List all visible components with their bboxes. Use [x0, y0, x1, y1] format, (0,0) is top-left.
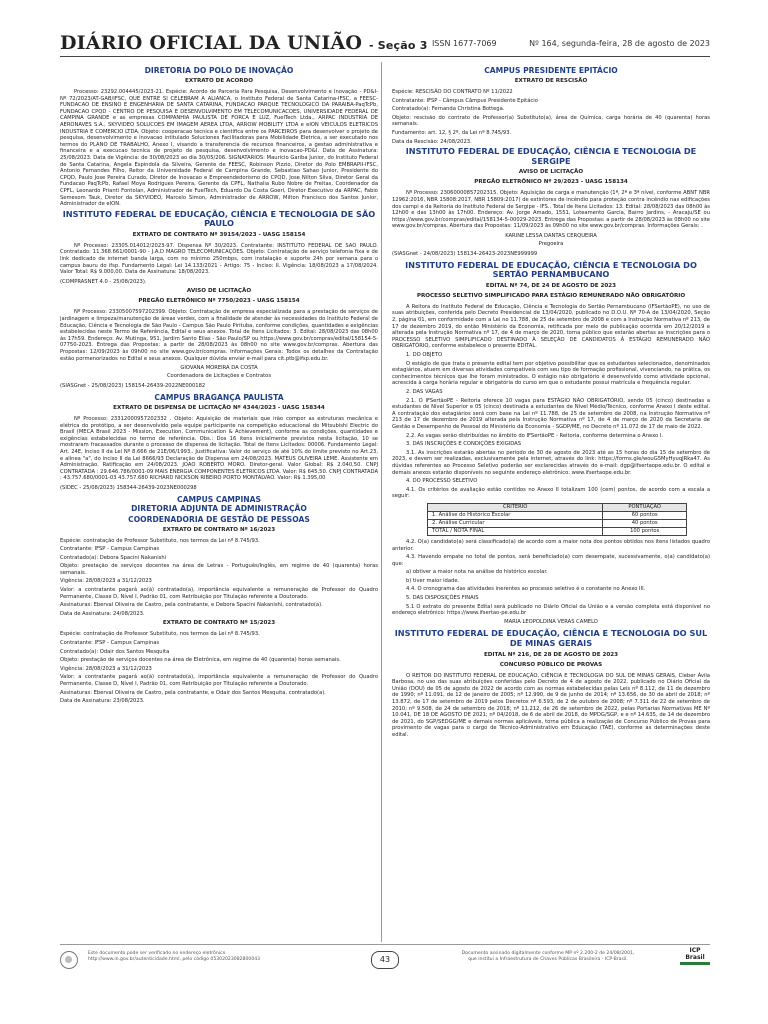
edital-74-title: EDITAL Nº 74, DE 24 DE AGOSTO DE 2023	[485, 282, 617, 289]
criteria-table	[427, 503, 687, 536]
line: Contratado(a): Debora Spacini Nakanishi	[60, 554, 167, 561]
pregao-7750-ref: (SIASGnet - 25/08/2023) 158154-26439-2022NE000182	[60, 383, 206, 390]
unit-sertao: INSTITUTO FEDERAL DE EDUCAÇÃO, CIÊNCIA E TECNOLOGIA DO SERTÃO PERNAMBUCANO	[405, 259, 697, 280]
page-number: 43	[371, 951, 399, 969]
journal-title	[60, 32, 428, 54]
subtitle-contrato-15: EXTRATO DE CONTRATO Nº 15/2023	[162, 620, 276, 627]
section-5: 5. DAS DISPOSIÇÕES FINAIS	[406, 595, 479, 602]
line: Data da Rescisão: 24/08/2023.	[392, 138, 472, 145]
coat-of-arms-icon	[60, 951, 78, 969]
table-header-row	[428, 503, 687, 511]
section-4-4: 4.4. O cronograma das atividades inerentes ao processo seletivo é o constante no Anexo III.	[406, 586, 646, 593]
line: Objeto: prestação de serviços docentes na área de Letras - Português/Inglês, em regime de 40 (quarenta) horas semanais.	[60, 563, 378, 576]
line: Espécie: contratação de Professor Substituto, nos termos da Lei nº 8.745/93.	[60, 631, 260, 638]
footer-line: Este documento pode ser verificado no endereço eletrônico	[88, 951, 226, 956]
contrato-16-lines	[60, 538, 378, 618]
edition: Nº 164, segunda-feira, 28 de agosto de 2023	[529, 39, 710, 48]
signer-role: Coordenadora de Licitações e Contratos	[166, 372, 272, 379]
issn: ISSN 1677-7069	[431, 39, 497, 48]
icp-label-2: Brasil	[685, 954, 705, 961]
edital-74-intro: A Reitora do Instituto Federal de Educação, Ciência e Tecnologia do Sertão Pernambucano (IFSertãoPE), no uso de suas atribuições, conferida pelo Decreto Presidencial de 13/04/2020, publicado no D.O.U. Nº 70-A de 13/04/2020, Seção 2, página 01, em conformidade com a Lei no 11.788, de 25 de setembro de 2008 e com a Instrução Normativa nº 213, de 17 de dezembro 2019, do então Ministério da Economia, retificada por meio de publicação ocorrida em 20/12/2019 e alterada pela Instrução Normativa nº 17, de 4 de março de 2020, torna público que estarão abertas as inscrições para o PROCESSO SELETIVO SIMPLIFICADO DESTINADO À SELEÇÃO DE CANDIDATOS À ESTÁGIO REMUNERADO NÃO OBRIGATÓRIO, conforme estabelece o presente EDITAL.	[392, 303, 710, 350]
footer-link[interactable]: http://www.in.gov.br/autenticidade.html, pelo código 05302023082800043	[88, 957, 261, 962]
table-cell: 1. Análise do Histórico Escolar	[428, 511, 603, 519]
subtitle-contrato-39154: EXTRATO DE CONTRATO Nº 39154/2023 - UASG 158154	[132, 231, 306, 238]
line: Contratado(a): Odair dos Santos Mesquita	[60, 648, 170, 655]
subtitle-extrato-acordo: EXTRATO DE ACORDO	[185, 78, 253, 84]
footer-signature-note	[428, 951, 668, 963]
section-4-3-a: a) obtiver a maior nota na análise do histórico escolar.	[406, 569, 548, 576]
column-divider	[381, 62, 382, 942]
signer-name: KARINE LESSA DANTAS CERQUEIRA	[505, 232, 597, 239]
acordo-body: Processo: 23292.004445/2023-21. Espécie: Acordo de Parceria Para Pesquisa, Desenvolvimento e Inovação - PD&I-Nº 72/2023/AT-GAB/IFSC, QUE ENTRE SI CELEBRAM A ALIANCA, o Instituto Federal de Santa Catarina-IFSC, a FEESC-FUNDACAO DE ENSINO E ENGENHARIA DE SANTA CATARINA, FUNDACAO PARQUE TECNOLOGICO DA PARAIBA-PaqTcPb, FUNDACAO CPQD - CENTRO DE PESQUISA E DESENVOLVIMENTO EM TELECOMUNICACOES, UNIVERSIDADE FEDERAL DE CAMPINA GRANDE e as empresas COMPANHIA PAULISTA DE FORCA E LUZ, FuelTech Ltda., ARPAC INDUSTRIA DE AERONAVES S.A., SKYVIDEO SOLUCOES EM IMAGEM AEREA LTDA, ARROW MOBILITY LTDA e eION VEICULOS ELETRICOS INDUSTRIA E COMERCIO LTDA. Objeto: cooperacao tecnica e cientifica entre os PARCEIROS para desenvolver o projeto de pesquisa, desenvolvimento e inovacao intitulado Soluciones Facilitadoras para Mobilidade Eletrica, a ser executado nos termos do PLANO DE TRABALHO, Anexo I, visando a transferencia de recursos financeiros, a gestao administrativa e financeira e a execucao tecnica de projeto de pesquisa, desenvolvimento e inovacao-PD&I. Data de Assinatura: 25/08/2023. Data de Vigência: de 30/08/2023 ao dia 30/05/206. SIGNATARIOS: Mauricio Gariba Junior, do Instituto Federal de Santa Catarina, Angela Espindola da Silveira, Gerente de FEESC, Robinson Pizzio, Diretor do Polo EMBRAPII-IFSC, Antonio Fernandes Filho, Reitor da Universidade Federal de Campina Grande, Sebastiao Sahao Junior, Presidente do CPQD, Paulo Jose Pereira Curado, Diretor de Inovacao e Empreendedorismo do CPQD, Jose Nilton Silva, Diretor Geral da Fundacao PaqTcPb, Rafael Moya Rodrigues Pereira, Gerente da CPFL, Nathalia Rubo Nobre de Freitas, Coordenador da CPFL, Leonardo Prianti Fontolan, Administrador de FuelTech, Eduardo Da Costa Goeri, Diretor Executivo da ARPAC, Fabio Semesom Tauk, Diretor da SKYVIDEO, Marcelo Simon, Administrador de ARROW, Milton Francisco dos Santos Junior, Administrador de eION.	[60, 89, 378, 208]
line: Contratado(a): Fernanda Christina Bottega.	[392, 106, 505, 113]
subtitle-aviso: AVISO DE LICITAÇÃO	[518, 169, 584, 176]
footer-line: que institui a Infraestrutura de Chaves Públicas Brasileira - ICP-Brasil.	[468, 957, 628, 962]
line: Espécie: RESCISÃO DO CONTRATO Nº 11/2022	[392, 89, 513, 95]
line: Contratante: IFSP - Campus Campinas	[60, 640, 160, 647]
dispensa-body: Nº Processo: 23312000957202332 . Objeto: Aquisição de materiais que irão compor as estruturas mecânica e elétrica do protótipo, a ser desenvolvido pela equipe participante na competição educacional do Mitsubishi Electric do Brasil (MECA Brasil 2023 - Mission, Execution, Communication & Achievement), conforme as condições, quantidades e exigências estabelecidas no termo de referência. Obs.: Dos 16 itens inicialmente previstos nesta licitação, 10 se mostraram fracassados durante o processo de dispensa de licitação. Total de Itens Licitados: 00006. Fundamento Legal: Art. 24E, Inciso II da Lei Nº 8.666 de 21E/06/1993.. Justificativa: Valor do serviço de até 10% do limite previsto no Art.23, e alínea "a", do inciso II da Lei 8666/93 Declaração de Dispensa em 24/08/2023. MATEUS OLIVEIRA LEME. Assistente em Administração. Ratificação em 24/08/2023. JOAO ROBERTO MORO. Diretor-geral. Valor Global: R$ 2.040,50. CNPJ CONTRATADA : 29.646.786/0001-09 MAIS ENERGIA COMPONENTES ELETRICOS LTDA. Valor: R$ 645,50. CNPJ CONTRATADA : 43.757.680/0001-03 43.757.680 RICHARD NICKSON RIBEIRO PORTO MONTALVAO. Valor: R$ 1.395,00	[60, 415, 378, 482]
section-4-3-b: b) tiver maior idade.	[406, 577, 460, 584]
signer-name: GIOVANA MOREIRA DA COSTA	[180, 365, 258, 372]
section-1-1: O estágio de que trata o presente edital tem por objetivo possibilitar que os estudantes selecionados, denominados estagiários, atuem em diversas atividades compatíveis com seu tipo de formação profissional, vivenciando, na prática, os conhecimentos técnicos que lhe foram ministrados. O estágio não obrigatório é desenvolvido como atividade opcional, acrescida à carga horária regular e obrigatória do curso em que o estudante possui matrícula e frequência regular.	[392, 360, 710, 387]
edital-74-subtitle: PROCESSO SELETIVO SIMPLIFICADO PARA ESTÁGIO REMUNERADO NÃO OBRIGATÓRIO	[416, 292, 686, 299]
unit-epitacio: CAMPUS PRESIDENTE EPITÁCIO	[484, 66, 618, 75]
table-row	[428, 511, 687, 519]
section-3: 3. DAS INSCRIÇÕES E CONDIÇÕES EXIGIDAS	[406, 441, 521, 448]
left-column	[60, 64, 378, 944]
section-3-1: 3.1. As inscrições estarão abertas no período de 30 de agosto de 2023 até as 15 horas do dia 15 de setembro de 2023, e devem ser realizadas, exclusivamente pela internet, através do link: https://forms.gle/wouG5MyHyuqJRka47. As dúvidas referentes ao Processo Seletivo poderão ser esclarecidas através do e-mail: dgp@ifsertaope.edu.br. O edital e demais anexos estarão disponíveis no seguinte endereço eletrônico: www.ifsertaope.edu.br.	[392, 449, 710, 476]
contrato-15-lines	[60, 631, 378, 704]
line: Vigência: 28/08/2023 a 31/12/2023	[60, 665, 152, 672]
footer-verification	[88, 951, 318, 963]
edital-216-title: EDITAL Nº 216, DE 28 DE AGOSTO DE 2023	[483, 651, 619, 658]
unit-braganca: CAMPUS BRAGANÇA PAULISTA	[154, 392, 284, 402]
section-4-3: 4.3. Havendo empate no total de pontos, será beneficiado(a) com desempate, sucessivamente, o(a) candidato(a) que:	[392, 554, 710, 567]
table-row	[428, 519, 687, 527]
subtitle-contrato-16: EXTRATO DE CONTRATO Nº 16/2023	[162, 526, 276, 533]
section-2-2: 2.2. As vagas serão distribuídas no âmbito do IFSertãoPE - Reitoria, conforme determina o Anexo I.	[406, 432, 664, 439]
unit-campinas-pessoas: COORDENADORIA DE GESTÃO DE PESSOAS	[128, 514, 310, 524]
section-4: 4. DO PROCESSO SELETIVO	[406, 478, 478, 485]
table-cell: 2. Análise Curricular	[428, 519, 603, 527]
table-cell: TOTAL / NOTA FINAL	[428, 527, 603, 535]
line: Valor: a contratante pagará ao(à) contratado(a), importância equivalente a remuneração de Professor do Quadro Permanente, Classe D, Nível I, Padrão 01, com Retribuição por Titulação referente a Doutorado.	[60, 674, 378, 687]
line: Vigência: 28/08/2023 a 31/12/2023	[60, 578, 152, 585]
section-4-2: 4.2. O(a) candidato(a) será classificado(a) de acordo com a maior nota dos pontos obtidos nos itens listados quadro anterior.	[392, 538, 710, 552]
column-header: PONTUAÇÃO	[603, 503, 687, 511]
line: Data de Assinatura: 24/08/2023.	[60, 610, 145, 617]
contrato-39154-ref: (COMPRASNET 4.0 - 25/08/2023).	[60, 278, 147, 285]
table-cell: 40 pontos	[603, 519, 687, 527]
table-cell: 100 pontos	[603, 527, 687, 535]
unit-ifsp: INSTITUTO FEDERAL DE EDUCAÇÃO, CIÊNCIA E TECNOLOGIA DE SÃO PAULO	[62, 208, 376, 229]
table-cell: 60 pontos	[603, 511, 687, 519]
pregao-29-ref: (SIASGnet - 24/08/2023) 158134-26423-2023NE999999	[392, 251, 538, 258]
pregao-7750-body: Nº Processo: 23305007597202399. Objeto: Contratação de empresa especializada para a prestação de serviços de jardinagem e limpeza/manutenção de áreas verdes, com a finalidade de atender às necessidades do Instituto Federal de Educação, Ciência e Tecnologia de São Paulo - Campus São Paulo Pirituba, conforme condições, quantidades e exigências estabelecidas neste Termo de Referência, Edital e seus anexos. Total de Itens Licitados: 3. Edital: 28/08/2023 das 08h00 às 17h59. Endereço: Av. Mutinga, 951, Jardim Santo Elias - São Paulo/SP ou https://www.gov.br/compras/edital/158154-5-07750-2023. Entrega das Propostas: a partir de 28/08/2023 às 08h00 no site www.gov.br/compras. Abertura das Propostas: 12/09/2023 às 09h00 no site www.gov.br/compras. Informações Gerais: Todos os detalhes da Contratação estão pormenorizados no Edital e seus anexos. Qualquer dúvida enviar e-mail para cit.ptb@ifsp.edu.br.	[60, 309, 378, 362]
table-row	[428, 527, 687, 535]
line: Fundamento: art. 12, § 2º, da Lei nº 8.745/93.	[392, 129, 512, 136]
line: Contratante: IFSP - Campus Campinas	[60, 546, 160, 553]
subtitle-pregao-29: PREGÃO ELETRÔNICO Nº 29/2023 - UASG 158134	[474, 179, 628, 186]
unit-ifs: INSTITUTO FEDERAL DE EDUCAÇÃO, CIÊNCIA E TECNOLOGIA DE SERGIPE	[405, 146, 697, 166]
contrato-39154-body: Nº Processo: 23305.014012/2023-97. Dispensa Nº 30/2023. Contratante: INSTITUTO FEDERAL DE SAO PAULO. Contratado: 11.368.661/0001-90 - J.A.D MAGRO TELECOMUNICAÇÕES. Objeto: Contratação de serviço telefonia fixa e de link dedicado de internet banda larga, com no mínimo 250mbps, com instalação e suporte 24h por semana para o campus bauru do ifsp. Fundamento Legal: Lei 14.133/2021 - Artigo: 75 - Inciso: II. Vigência: 18/08/2023 a 17/08/2024. Valor Total: R$ 9.000,00. Data de Assinatura: 18/08/2023.	[60, 242, 378, 276]
footer-line: Documento assinado digitalmente conforme MP nº 2.200-2 de 24/08/2001,	[461, 951, 635, 956]
icp-brasil-logo	[680, 947, 710, 965]
signer-name: MARIA LEOPOLDINA VERAS CAMELO	[504, 618, 598, 625]
column-header: CRITÉRIO	[428, 503, 603, 511]
icp-bar-icon	[680, 962, 710, 965]
subtitle-rescisao: EXTRATO DE RESCISÃO	[514, 78, 588, 84]
rescisao-lines	[392, 89, 710, 145]
subtitle-aviso-licitacao: AVISO DE LICITAÇÃO	[186, 288, 252, 295]
icp-label: ICP	[689, 947, 701, 954]
subtitle-dispensa-4344: EXTRATO DE DISPENSA DE LICITAÇÃO Nº 4344/2023 - UASG 158344	[113, 404, 325, 411]
line: Valor: a contratante pagará ao(à) contratado(a), importância equivalente a remuneração de Professor do Quadro Permanente, Classe D, Nível I, Padrão 01, com Retribuição por Titulação referente a Doutorado.	[60, 587, 378, 600]
line: Contratante: IFSP - Câmpus Câmpus Presidente Epitácio	[392, 97, 538, 104]
unit-campinas: CAMPUS CAMPINAS	[177, 494, 261, 504]
page-header	[60, 30, 710, 57]
section-4-1: 4.1. Os critérios de avaliação estão contidos no Anexo II totalizam 100 (cem) pontos, de acordo com a escala a seguir:	[392, 486, 710, 500]
unit-campinas-admin: DIRETORIA ADJUNTA DE ADMINISTRAÇÃO	[131, 503, 307, 513]
pregao-29-body: Nº Processo: 23060000857202315. Objeto: Aquisição de carga e manutenção (1ª, 2ª e 3ª nível, conforme ABNT NBR 12962:2016, NBR 15808:2017, NBR 15809:2017) de extintores de incêndio para proteção contra incêndio nas edificações dos campi e da Reitoria do Instituto Federal de Sergipe - IFS.. Total de Itens Licitados: 13. Edital: 28/08/2023 das 08h00 às 12h00 e das 13h00 às 17h00. Endereço: Av. Jorge Amado, 1551, Loteamento Garcia, Bairro Jardins, - Aracaju/SE ou https://www.gov.br/compras/edital/158134-5-00029-2023. Entrega das Propostas: a partir de 28/08/2023 às 08h00 no site www.gov.br/compras. Abertura das Propostas: 11/09/2023 às 09h00 no site www.gov.br/compras. Informações Gerais: .	[392, 190, 710, 230]
line: Data de Assinatura: 23/08/2023.	[60, 698, 145, 705]
journal-name: DIÁRIO OFICIAL DA UNIÃO	[60, 32, 363, 54]
section-2-1: 2.1. O IFSertãoPE - Reitoria oferece 10 vagas para ESTÁGIO NÃO OBRIGATÓRIO, sendo 05 (cinco) destinadas a estudantes de Nível Superior e 05 (cinco) destinada a estudantes de Nível Médio/Técnico, conforme Anexo I deste edital. A contratação dos estagiários será com base na Lei nº 11.788, de 25 de setembro de 2008, na Instrução Normativa nº 213 de 17 de dezembro de 2019 alterada pela Instrução Normativa nº 17, de 4 de março de 2020 da Secretaria de Gestão e Desempenho de Pessoal do Ministério da Economia - SGDP/ME, no Decreto nº 11.072 de 17 de maio de 2022.	[392, 397, 710, 430]
line: Espécie: contratação de Professor Substituto, nos termos da Lei nº 8.745/93.	[60, 537, 260, 544]
edital-216-subtitle: CONCURSO PÚBLICO DE PROVAS	[499, 661, 603, 668]
line: Objeto: prestação de serviços docentes na área de Eletrônica, em regime de 40 (quarenta) horas semanais.	[60, 657, 341, 664]
section-2: 2. DAS VAGAS	[406, 389, 443, 395]
page-footer	[60, 944, 710, 985]
dispensa-ref: (SIDEC - 25/08/2023) 158344-26439-2023NE000298	[60, 484, 197, 491]
unit-polo-inovacao: DIRETORIA DO POLO DE INOVAÇÃO	[144, 66, 294, 75]
right-column	[392, 64, 710, 944]
journal-section: - Seção 3	[368, 39, 428, 52]
signer-role: Pregoeira	[538, 240, 564, 247]
header-meta	[402, 39, 710, 48]
section-1: 1. DO OBJETO	[406, 352, 443, 359]
line: Assinaturas: Eberval Oliveira de Castro, pela contratante, e Odair dos Santos Mesquita, contratado(a).	[60, 689, 326, 696]
line: Objeto: rescisão do contrato de Professor(a) Substituto(a), área de Química, carga horária de 40 (quarenta) horas semanais.	[392, 114, 710, 128]
subtitle-pregao-7750: PREGÃO ELETRÔNICO Nº 7750/2023 - UASG 158154	[138, 298, 300, 305]
edital-216-body: O REITOR DO INSTITUTO FEDERAL DE EDUCAÇÃO, CIÊNCIA E TECNOLOGIA DO SUL DE MINAS GERAIS, Cleber Ávila Barbosa, no uso das suas atribuições conferidas pelo Decreto de 4 de agosto de 2022, publicado no Diário Oficial da União (DOU) de 05 de agosto de 2022 de acordo com as normas estabelecidas pelas Leis nº 8.112, de 11 de dezembro de 1990; nº 11.091, de 12 de janeiro de 2005; nº 12.990, de 9 de junho de 2014; nº 13.656, de 30 de abril de 2018; nº 13.872, de 17 de setembro de 2019 pelos Decretos nº 6.593, de 2 de outubro de 2008; nº 7.311 de 22 de setembro de 2010; nº 9.508, de 24 de setembro de 2018; nº 11.212, de 26 de setembro de 2022, pelas Portarias Normativas ME Nº 10.041, DE 18 DE AGOSTO DE 2021; nº 04/2018, de 6 de abril de 2018, do MPDG/SGP, e e nº 14.635, de 14 de dezembro de 2021, do SGP/SEDGG/ME e demais normas aplicáveis, torna pública a realização de Concurso Público de Provas para provimento de vagas para o cargo de Técnico-Administrativo em Educação (TAE), conforme as determinações deste edital.	[392, 672, 710, 738]
section-5-1: 5.1 O extrato do presente Edital será publicado no Diário Oficial da União e a versão completa está disponível no endereço eletrônico: https://www.ifsertao-pe.edu.br	[392, 603, 710, 617]
unit-sul-minas: INSTITUTO FEDERAL DE EDUCAÇÃO, CIÊNCIA E TECNOLOGIA DO SUL DE MINAS GERAIS	[394, 628, 708, 649]
line: Assinaturas: Eberval Oliveira de Castro, pela contratante, e Debora Spacini Nakanishi, contratado(a).	[60, 602, 323, 609]
